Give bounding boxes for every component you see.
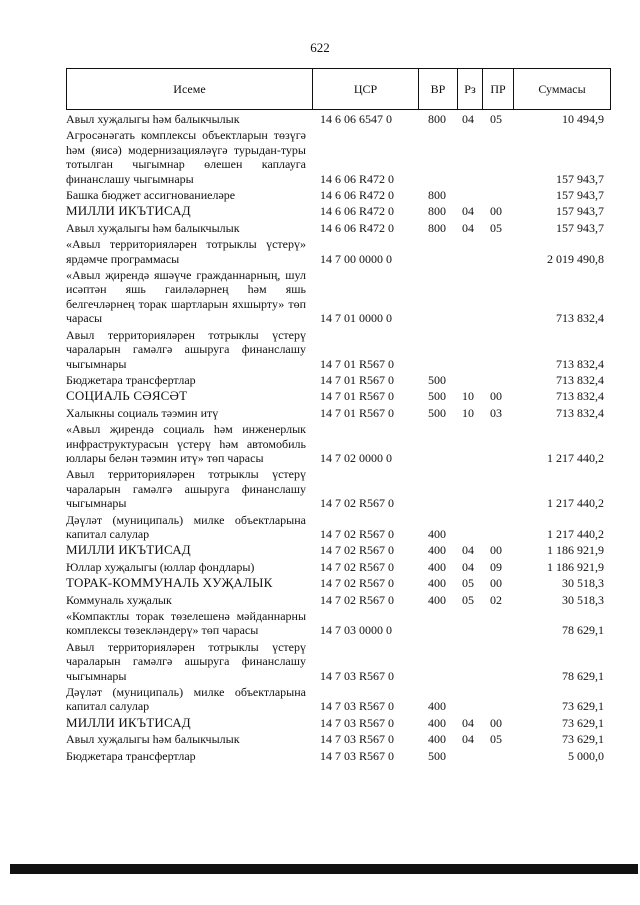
cell-csr: 14 7 03 R567 0 bbox=[320, 715, 395, 730]
table-row bbox=[66, 203, 611, 219]
cell-rz: 04 bbox=[462, 220, 474, 235]
cell-csr: 14 7 01 0000 0 bbox=[320, 311, 392, 326]
cell-pr: 00 bbox=[490, 576, 502, 591]
cell-pr: 00 bbox=[490, 389, 502, 404]
cell-name: Бюджетара трансфертлар bbox=[66, 372, 196, 387]
cell-name: Авыл территорияләрен тотрыклы үстерү чараларын гамәлгә ашыруга финанслашу чыгымнары bbox=[66, 639, 306, 683]
cell-vr: 400 bbox=[428, 576, 446, 591]
header-name: Исеме bbox=[67, 69, 313, 110]
cell-name: ТОРАК-КОММУНАЛЬ ХУҖАЛЫК bbox=[66, 575, 273, 591]
cell-name: Бюджетара трансфертлар bbox=[66, 748, 196, 763]
cell-rz: 05 bbox=[462, 592, 474, 607]
cell-name: Башка бюджет ассигнованиеләре bbox=[66, 188, 236, 203]
cell-csr: 14 7 01 R567 0 bbox=[320, 389, 395, 404]
cell-sum: 1 186 921,9 bbox=[547, 543, 604, 558]
table-row bbox=[66, 715, 611, 731]
table-row bbox=[66, 111, 611, 127]
table-row bbox=[66, 731, 611, 747]
table-row bbox=[66, 639, 611, 684]
cell-csr: 14 7 02 0000 0 bbox=[320, 450, 392, 465]
cell-vr: 800 bbox=[428, 204, 446, 219]
header-rz: Рз bbox=[458, 69, 483, 110]
cell-rz: 04 bbox=[462, 559, 474, 574]
table-row bbox=[66, 608, 611, 639]
cell-rz: 10 bbox=[462, 389, 474, 404]
cell-sum: 30 518,3 bbox=[562, 592, 604, 607]
cell-csr: 14 7 03 R567 0 bbox=[320, 699, 395, 714]
cell-sum: 1 217 440,2 bbox=[547, 526, 604, 541]
cell-vr: 400 bbox=[428, 559, 446, 574]
cell-rz: 05 bbox=[462, 576, 474, 591]
cell-vr: 500 bbox=[428, 372, 446, 387]
cell-rz: 04 bbox=[462, 715, 474, 730]
cell-name: «Авыл җирендә социаль һәм инженерлык инфраструктурасын үстерү һәм автомобиль юллары белән тәэмин итү» төп чарасы bbox=[66, 422, 306, 465]
cell-sum: 73 629,1 bbox=[562, 732, 604, 747]
cell-name: Авыл хуҗалыгы һәм балыкчылык bbox=[66, 732, 240, 747]
cell-sum: 157 943,7 bbox=[556, 188, 604, 203]
cell-pr: 09 bbox=[490, 559, 502, 574]
cell-sum: 157 943,7 bbox=[556, 171, 604, 186]
cell-sum: 78 629,1 bbox=[562, 623, 604, 638]
cell-rz: 04 bbox=[462, 543, 474, 558]
cell-sum: 713 832,4 bbox=[556, 356, 604, 371]
cell-csr: 14 7 03 0000 0 bbox=[320, 623, 392, 638]
cell-sum: 713 832,4 bbox=[556, 372, 604, 387]
cell-name: МИЛЛИ ИКЪТИСАД bbox=[66, 714, 191, 730]
cell-vr: 400 bbox=[428, 592, 446, 607]
cell-pr: 05 bbox=[490, 112, 502, 126]
cell-pr: 03 bbox=[490, 405, 502, 420]
cell-csr: 14 7 01 R567 0 bbox=[320, 372, 395, 387]
page-number: 622 bbox=[310, 40, 330, 55]
cell-vr: 400 bbox=[428, 526, 446, 541]
cell-name: Юллар хуҗалыгы (юллар фондлары) bbox=[66, 559, 255, 574]
cell-sum: 5 000,0 bbox=[568, 748, 604, 763]
header-sum: Суммасы bbox=[514, 69, 611, 110]
cell-vr: 800 bbox=[428, 220, 446, 235]
cell-csr: 14 7 01 R567 0 bbox=[320, 405, 395, 420]
cell-csr: 14 7 03 R567 0 bbox=[320, 732, 395, 747]
table-row bbox=[66, 466, 611, 511]
scan-edge-bar bbox=[10, 864, 638, 874]
table-row bbox=[66, 592, 611, 608]
cell-sum: 1 217 440,2 bbox=[547, 496, 604, 511]
cell-sum: 78 629,1 bbox=[562, 668, 604, 683]
cell-rz: 04 bbox=[462, 204, 474, 219]
cell-csr: 14 6 06 R472 0 bbox=[320, 204, 395, 219]
table-row bbox=[66, 327, 611, 372]
cell-csr: 14 6 06 6547 0 bbox=[320, 112, 392, 126]
table-header bbox=[66, 68, 611, 110]
cell-name: Коммуналь хуҗалык bbox=[66, 592, 172, 607]
cell-csr: 14 7 02 R567 0 bbox=[320, 592, 395, 607]
table-row bbox=[66, 388, 611, 404]
cell-csr: 14 7 03 R567 0 bbox=[320, 748, 395, 763]
header-csr: ЦСР bbox=[313, 69, 419, 110]
cell-vr: 800 bbox=[428, 188, 446, 203]
cell-vr: 400 bbox=[428, 732, 446, 747]
cell-csr: 14 7 03 R567 0 bbox=[320, 668, 395, 683]
cell-csr: 14 7 02 R567 0 bbox=[320, 496, 395, 511]
cell-name: МИЛЛИ ИКЪТИСАД bbox=[66, 203, 191, 219]
table-row bbox=[66, 187, 611, 203]
table-row bbox=[66, 748, 611, 764]
table-row bbox=[66, 559, 611, 575]
cell-pr: 00 bbox=[490, 715, 502, 730]
cell-pr: 05 bbox=[490, 732, 502, 747]
cell-csr: 14 6 06 R472 0 bbox=[320, 188, 395, 203]
cell-rz: 04 bbox=[462, 112, 474, 126]
cell-sum: 2 019 490,8 bbox=[547, 251, 604, 266]
table-row bbox=[66, 127, 611, 187]
table-row bbox=[66, 236, 611, 267]
cell-name: «Компактлы торак төзелешенә мәйданнарны комплексы төзекләндерү» төп чарасы bbox=[66, 609, 306, 638]
cell-vr: 400 bbox=[428, 543, 446, 558]
cell-sum: 157 943,7 bbox=[556, 220, 604, 235]
budget-rows bbox=[66, 111, 611, 764]
table-row bbox=[66, 542, 611, 558]
cell-sum: 1 186 921,9 bbox=[547, 559, 604, 574]
cell-sum: 1 217 440,2 bbox=[547, 450, 604, 465]
cell-name: «Авыл территорияләрен тотрыклы үстерү» ярдәмче программасы bbox=[66, 237, 306, 266]
cell-csr: 14 7 02 R567 0 bbox=[320, 543, 395, 558]
cell-name: Агросәнәгать комплексы объектларын төзүгә һәм (яисә) модернизацияләүгә турыдан-туры тотылган чыгымнар өлешен каплауга финанслашу чыгымнары bbox=[66, 128, 306, 186]
cell-pr: 00 bbox=[490, 543, 502, 558]
cell-name: СОЦИАЛЬ СӘЯСӘТ bbox=[66, 388, 188, 404]
cell-name: Дәүләт (муниципаль) милке объектларына капитал салулар bbox=[66, 512, 306, 541]
table-row bbox=[66, 575, 611, 591]
cell-sum: 73 629,1 bbox=[562, 715, 604, 730]
cell-name: Авыл территорияләрен тотрыклы үстерү чараларын гамәлгә ашыруга финанслашу чыгымнары bbox=[66, 467, 306, 511]
cell-csr: 14 7 02 R567 0 bbox=[320, 559, 395, 574]
header-pr: ПР bbox=[483, 69, 514, 110]
cell-vr: 500 bbox=[428, 748, 446, 763]
cell-vr: 500 bbox=[428, 389, 446, 404]
cell-rz: 10 bbox=[462, 405, 474, 420]
table-row bbox=[66, 684, 611, 715]
cell-name: Авыл хуҗалыгы һәм балыкчылык bbox=[66, 220, 240, 235]
cell-sum: 30 518,3 bbox=[562, 576, 604, 591]
cell-name: Авыл территорияләрен тотрыклы үстерү чараларын гамәлгә ашыруга финанслашу чыгымнары bbox=[66, 327, 306, 371]
cell-name: Дәүләт (муниципаль) милке объектларына капитал салулар bbox=[66, 685, 306, 714]
cell-csr: 14 6 06 R472 0 bbox=[320, 171, 395, 186]
table-row bbox=[66, 421, 611, 466]
cell-sum: 713 832,4 bbox=[556, 389, 604, 404]
cell-vr: 400 bbox=[428, 699, 446, 714]
cell-sum: 713 832,4 bbox=[556, 311, 604, 326]
cell-name: МИЛЛИ ИКЪТИСАД bbox=[66, 542, 191, 558]
cell-name: «Авыл җирендә яшәүче гражданнарның, шул исәптән яшь гаиләләрнең һәм яшь белгечләрнең торак шартларын яхшырту» төп чарасы bbox=[66, 268, 306, 326]
cell-sum: 713 832,4 bbox=[556, 405, 604, 420]
cell-vr: 500 bbox=[428, 405, 446, 420]
header-vr: ВР bbox=[419, 69, 458, 110]
cell-vr: 800 bbox=[428, 112, 446, 126]
table-row bbox=[66, 405, 611, 421]
cell-sum: 73 629,1 bbox=[562, 699, 604, 714]
cell-vr: 400 bbox=[428, 715, 446, 730]
table-row bbox=[66, 512, 611, 543]
table-row bbox=[66, 267, 611, 327]
cell-pr: 00 bbox=[490, 204, 502, 219]
cell-name: Халыкны социаль тәэмин итү bbox=[66, 405, 219, 420]
table-row bbox=[66, 372, 611, 388]
cell-sum: 157 943,7 bbox=[556, 204, 604, 219]
cell-csr: 14 6 06 R472 0 bbox=[320, 220, 395, 235]
cell-name: Авыл хуҗалыгы һәм балыкчылык bbox=[66, 112, 240, 126]
cell-rz: 04 bbox=[462, 732, 474, 747]
cell-csr: 14 7 00 0000 0 bbox=[320, 251, 392, 266]
cell-pr: 02 bbox=[490, 592, 502, 607]
cell-pr: 05 bbox=[490, 220, 502, 235]
cell-csr: 14 7 01 R567 0 bbox=[320, 356, 395, 371]
cell-csr: 14 7 02 R567 0 bbox=[320, 576, 395, 591]
table-row bbox=[66, 220, 611, 236]
cell-csr: 14 7 02 R567 0 bbox=[320, 526, 395, 541]
cell-sum: 10 494,9 bbox=[562, 112, 604, 126]
